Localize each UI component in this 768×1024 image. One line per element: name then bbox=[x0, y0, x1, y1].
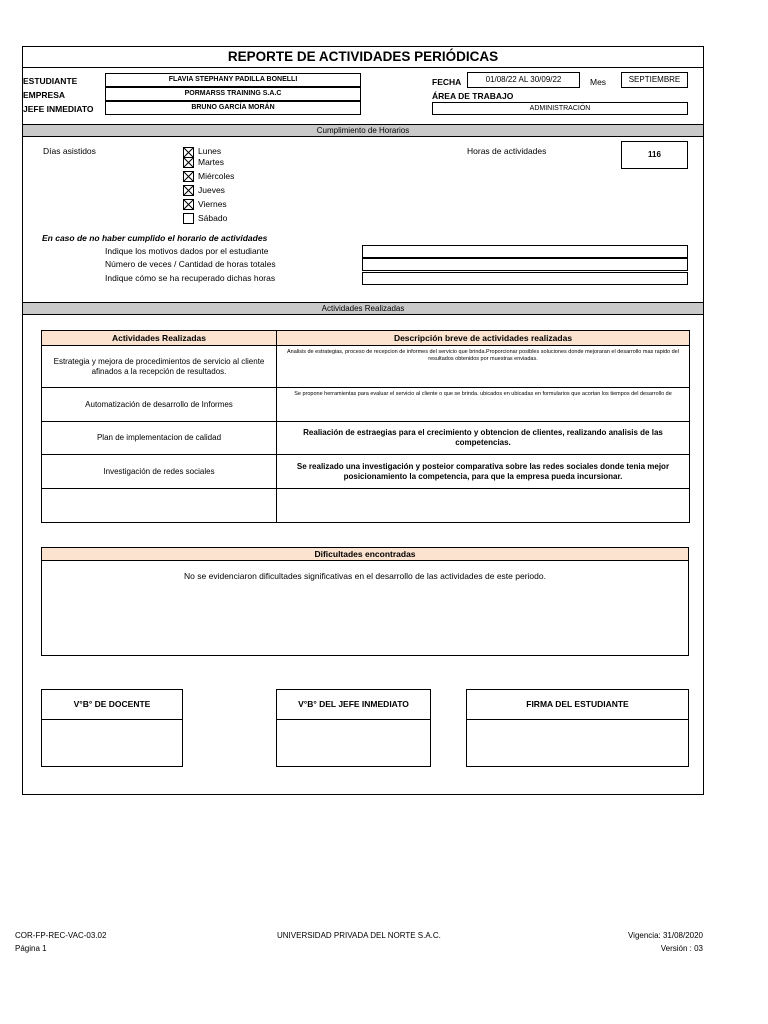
miercoles-checkbox[interactable] bbox=[183, 171, 194, 182]
activities-column-header: Actividades Realizadas bbox=[42, 331, 277, 346]
table-row bbox=[42, 489, 690, 523]
activity-cell[interactable]: Plan de implementacion de calidad bbox=[42, 422, 277, 455]
day-label-viernes: Viernes bbox=[198, 199, 227, 209]
recuperado-label: Indique cómo se ha recuperado dichas horas bbox=[105, 273, 276, 283]
description-cell[interactable]: Analisis de estrategias, proceso de recepcion de informes del servicio que brinda.Proporcionar posibles soluciones donde mejoraran el desarrollo mas rapido del resultados obtenidos por muestras enviadas. bbox=[277, 346, 690, 388]
firma-estudiante-box[interactable] bbox=[466, 689, 689, 767]
description-cell[interactable]: Se realizado una investigación y posteior comparativa sobre las redes sociales donde tenia mejor posicionamiento la competencia, para que la empresa pueda incursionar. bbox=[277, 455, 690, 489]
activity-cell[interactable]: Investigación de redes sociales bbox=[42, 455, 277, 489]
jefe-field[interactable]: BRUNO GARCÍA MORÁN bbox=[105, 101, 361, 115]
table-row bbox=[42, 388, 690, 422]
motivos-field[interactable] bbox=[362, 245, 688, 258]
dificultades-title: Dificultades encontradas bbox=[41, 547, 689, 561]
actividades-section-title: Actividades Realizadas bbox=[23, 302, 703, 315]
version-text: Versión : 03 bbox=[660, 944, 703, 953]
vigencia-text: Vigencia: 31/08/2020 bbox=[627, 931, 703, 940]
fecha-label: FECHA bbox=[432, 77, 462, 87]
day-label-jueves: Jueves bbox=[198, 185, 225, 195]
estudiante-field[interactable]: FLAVIA STEPHANY PADILLA BONELLI bbox=[105, 73, 361, 87]
martes-checkbox[interactable] bbox=[183, 157, 194, 168]
firma-docente-label: V°B° DE DOCENTE bbox=[42, 690, 182, 720]
university-name: UNIVERSIDAD PRIVADA DEL NORTE S.A.C. bbox=[277, 931, 441, 940]
motivos-label: Indique los motivos dados por el estudiante bbox=[105, 246, 269, 256]
day-label-sabado: Sábado bbox=[198, 213, 228, 223]
recuperado-field[interactable] bbox=[362, 272, 688, 285]
fecha-field[interactable]: 01/08/22 AL 30/09/22 bbox=[467, 72, 580, 88]
dias-asistidos-label: Días asistidos bbox=[43, 146, 96, 156]
sabado-checkbox[interactable] bbox=[183, 213, 194, 224]
dificultades-box[interactable] bbox=[41, 560, 689, 656]
day-label-martes: Martes bbox=[198, 157, 224, 167]
activity-cell[interactable]: Estrategia y mejora de procedimientos de servicio al cliente afinados a la recepción de resultados. bbox=[42, 346, 277, 388]
activities-table bbox=[41, 330, 690, 523]
page-number: Página 1 bbox=[15, 944, 47, 953]
table-header-row bbox=[42, 331, 690, 346]
description-cell[interactable] bbox=[277, 489, 690, 523]
firma-docente-box[interactable] bbox=[41, 689, 183, 767]
form-code: COR-FP-REC-VAC-03.02 bbox=[15, 931, 107, 940]
area-label: ÁREA DE TRABAJO bbox=[432, 91, 514, 101]
numero-veces-label: Número de veces / Cantidad de horas totales bbox=[105, 259, 276, 269]
empresa-label: EMPRESA bbox=[23, 90, 66, 100]
jueves-checkbox[interactable] bbox=[183, 185, 194, 196]
mes-field[interactable]: SEPTIEMBRE bbox=[621, 72, 688, 88]
description-column-header: Descripción breve de actividades realizadas bbox=[277, 331, 690, 346]
empresa-field[interactable]: PORMARSS TRAINING S.A.C bbox=[105, 87, 361, 101]
firma-jefe-box[interactable] bbox=[276, 689, 431, 767]
table-row bbox=[42, 422, 690, 455]
activity-cell[interactable]: Automatización de desarrollo de Informes bbox=[42, 388, 277, 422]
horas-actividades-field[interactable]: 116 bbox=[621, 141, 688, 169]
description-cell[interactable]: Realiación de estraegias para el crecimiento y obtencion de clientes, realizando analisis de las competencias. bbox=[277, 422, 690, 455]
mes-label: Mes bbox=[590, 77, 607, 87]
horas-actividades-label: Horas de actividades bbox=[467, 146, 547, 156]
area-field[interactable]: ADMINISTRACIÓN bbox=[432, 102, 688, 115]
report-title: REPORTE DE ACTIVIDADES PERIÓDICAS bbox=[22, 46, 704, 68]
firma-jefe-label: V°B° DEL JEFE INMEDIATO bbox=[277, 690, 430, 720]
no-cumplido-heading: En caso de no haber cumplido el horario de actividades bbox=[42, 233, 268, 243]
description-cell[interactable]: Se propone herramientas para evaluar el servicio al cliente o que se brinda. ubicados en ubicadas en formularios que acortan los tiempos del desarrollo de bbox=[277, 388, 690, 422]
day-label-lunes: Lunes bbox=[198, 146, 222, 156]
dificultades-text: No se evidenciaron dificultades significativas en el desarrollo de las actividades de este periodo. bbox=[184, 571, 546, 581]
table-row bbox=[42, 455, 690, 489]
viernes-checkbox[interactable] bbox=[183, 199, 194, 210]
jefe-label: JEFE INMEDIATO bbox=[23, 104, 94, 114]
firma-estudiante-label: FIRMA DEL ESTUDIANTE bbox=[467, 690, 688, 720]
day-label-miercoles: Miércoles bbox=[198, 171, 235, 181]
table-row bbox=[42, 346, 690, 388]
numero-veces-field[interactable] bbox=[362, 258, 688, 271]
estudiante-label: ESTUDIANTE bbox=[23, 76, 78, 86]
horarios-section-title: Cumplimiento de Horarios bbox=[23, 124, 703, 137]
activity-cell[interactable] bbox=[42, 489, 277, 523]
